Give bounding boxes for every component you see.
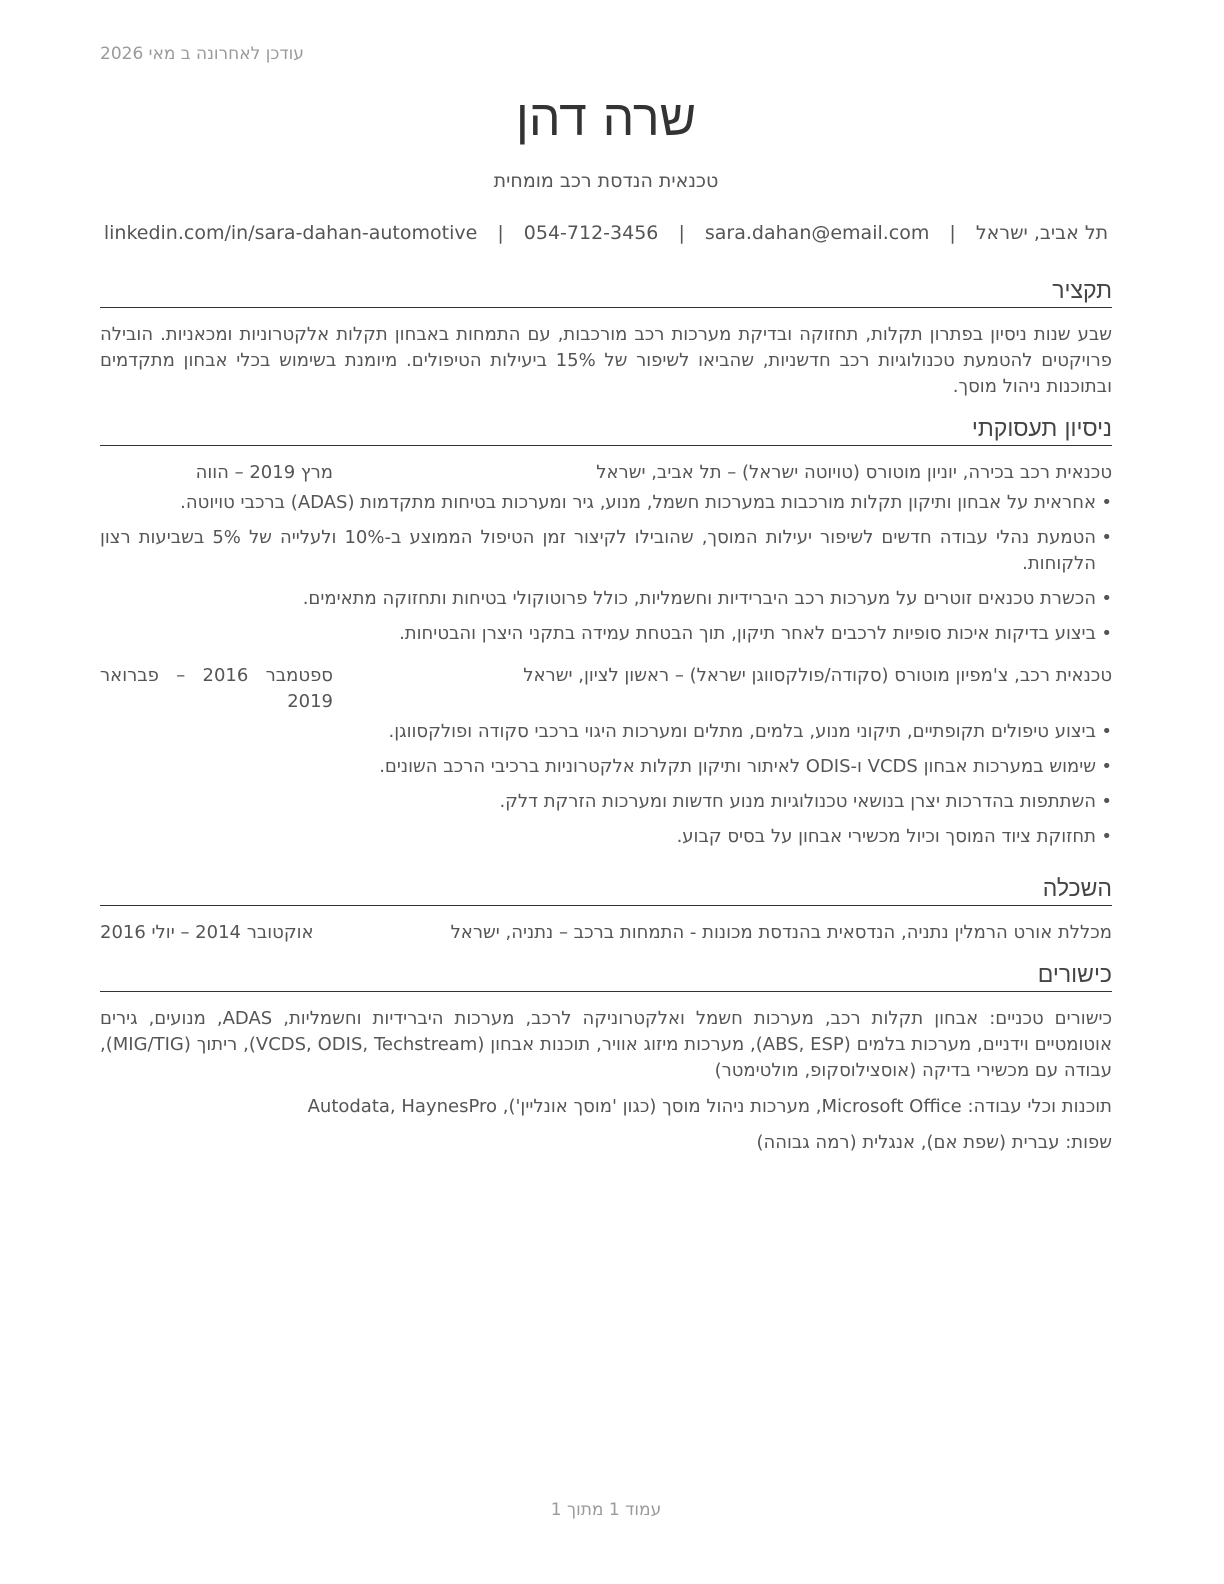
job-bullet: • השתתפות בהדרכות יצרן בנושאי טכנולוגיות מנוע חדשות ומערכות הזרקת דלק.	[100, 789, 1112, 815]
summary-section	[100, 276, 1112, 400]
experience-heading: ניסיון תעסוקתי	[100, 414, 1112, 446]
job-bullet: • הטמעת נהלי עבודה חדשים לשיפור יעילות המוסך, שהובילו לקיצור זמן הטיפול הממוצע ב-10% ולעלייה של 5% בשביעות רצון הלקוחות.	[100, 525, 1112, 577]
contact-separator: |	[678, 222, 685, 244]
skills-technical: כישורים טכניים: אבחון תקלות רכב, מערכות חשמל ואלקטרוניקה לרכב, מערכות היברידיות וחשמליות, ADAS, מנועים, גירים אוטומטיים וידניים, מערכות בלמים (ABS, ESP), מערכות מיזוג אוויר, תוכנות אבחון (VCDS, ODIS, Techstream), ריתוך (MIG/TIG), עבודה עם מכשירי בדיקה (אוסצילוסקופ, מולטימטר)	[100, 1008, 1112, 1081]
skills-section	[100, 960, 1112, 1166]
education-section	[100, 874, 1112, 946]
skills-block	[100, 1006, 1112, 1156]
job-header	[100, 460, 1112, 486]
education-entry	[100, 920, 1112, 946]
summary-text: שבע שנות ניסיון בפתרון תקלות, תחזוקה ובדיקת מערכות רכב מורכבות, עם התמחות באבחון תקלות אלקטרוניות ומכאניות. הובילה פרויקטים להטמעת טכנולוגיות רכב חדשניות, שהביאו לשיפור של 15% ביעילות הטיפולים. מיומנת בשימוש בכלי אבחון מתקדמים ובתוכנות ניהול מוסך.	[100, 324, 1112, 397]
job-title-subtitle: טכנאית הנדסת רכב מומחית	[493, 170, 719, 192]
contact-separator: |	[497, 222, 504, 244]
skills-software: תוכנות וכלי עבודה: Microsoft Office, מערכות ניהול מוסך (כגון 'מוסך אונליין'), Autodata, HaynesPro	[307, 1096, 1112, 1117]
job-entry	[100, 663, 1112, 850]
job-bullet: • ביצוע בדיקות איכות סופיות לרכבים לאחר תיקון, תוך הבטחת עמידה בתקני היצרן והבטיחות.	[100, 621, 1112, 647]
job-bullet: • תחזוקת ציוד המוסך וכיול מכשירי אבחון על בסיס קבוע.	[100, 824, 1112, 850]
job-bullet: • אחראית על אבחון ותיקון תקלות מורכבות במערכות חשמל, מנוע, גיר ומערכות בטיחות מתקדמות (ADAS) ברכבי טויוטה.	[100, 490, 1112, 516]
job-title: טכנאית רכב בכירה, יוניון מוטורס (טויוטה ישראל) – תל אביב, ישראל	[596, 462, 1112, 483]
job-header	[100, 663, 1112, 715]
education-dates: אוקטובר 2014 – יולי 2016	[100, 922, 314, 943]
job-bullet: • הכשרת טכנאים זוטרים על מערכות רכב היברידיות וחשמליות, כולל פרוטוקולי בטיחות ותחזוקה מתאימים.	[100, 586, 1112, 612]
page-number: עמוד 1 מתוך 1	[550, 1500, 662, 1520]
contact-phone[interactable]: 054-712-3456	[523, 222, 659, 244]
job-bullets	[100, 490, 1112, 647]
contact-linkedin[interactable]: linkedin.com/in/sara-dahan-automotive	[103, 222, 478, 244]
contact-location: תל אביב, ישראל	[975, 222, 1109, 244]
skills-heading: כישורים	[100, 960, 1112, 992]
education-title: מכללת אורט הרמלין נתניה, הנדסאית בהנדסת מכונות - התמחות ברכב – נתניה, ישראל	[450, 922, 1112, 943]
skills-languages: שפות: עברית (שפת אם), אנגלית (רמה גבוהה)	[756, 1132, 1112, 1153]
job-entry	[100, 460, 1112, 647]
job-title: טכנאית רכב, צ'מפיון מוטורס (סקודה/פולקסווגן ישראל) – ראשון לציון, ישראל	[523, 665, 1112, 686]
resume-page	[100, 0, 1112, 1584]
candidate-name: שרה דהן	[515, 89, 697, 147]
job-bullet: • ביצוע טיפולים תקופתיים, תיקוני מנוע, בלמים, מתלים ומערכות היגוי ברכבי סקודה ופולקסווגן.	[100, 719, 1112, 745]
last-updated-note: עודכן לאחרונה ב מאי 2026	[100, 44, 304, 64]
education-heading: השכלה	[100, 874, 1112, 906]
job-dates: מרץ 2019 – הווה	[195, 462, 333, 483]
contact-separator: |	[949, 222, 956, 244]
experience-section	[100, 414, 1112, 859]
job-bullet: • שימוש במערכות אבחון VCDS ו-ODIS לאיתור ותיקון תקלות אלקטרוניות ברכיבי הרכב השונים.	[100, 754, 1112, 780]
job-dates: ספטמבר 2016 – פברואר 2019	[100, 665, 333, 712]
summary-heading: תקציר	[100, 276, 1112, 308]
contact-line	[100, 222, 1112, 244]
contact-email[interactable]: sara.dahan@email.com	[704, 222, 930, 244]
job-bullets	[100, 719, 1112, 850]
